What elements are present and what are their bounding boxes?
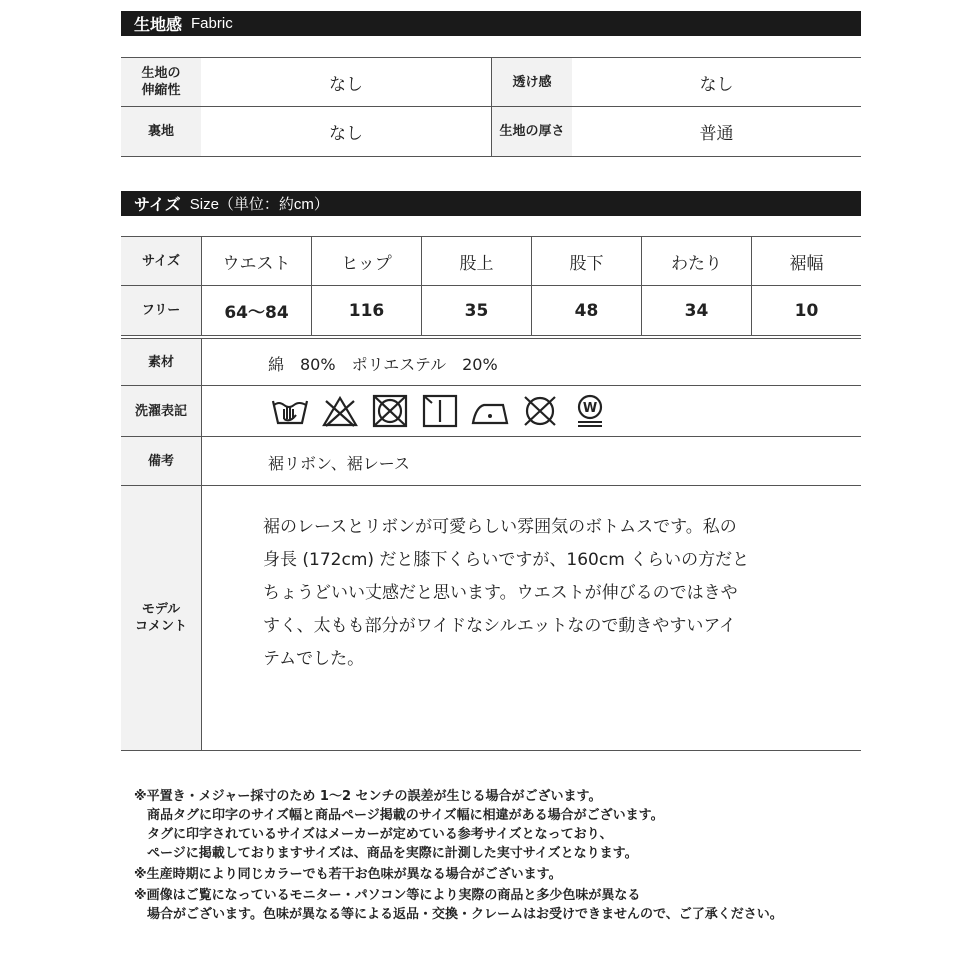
- stretch-label: 生地の 伸縮性: [121, 58, 201, 106]
- size-value-cell: 34: [684, 300, 709, 321]
- care-label: 洗濯表記: [121, 386, 201, 436]
- note-line: ※生産時期により同じカラーでも若干お色味が異なる場合がございます。: [134, 867, 562, 882]
- sheer-value: なし: [699, 74, 734, 95]
- size-header-cell: 股上: [459, 253, 494, 274]
- size-value-cell: 48: [574, 300, 599, 321]
- size-header-cell: ヒップ: [341, 253, 392, 274]
- wet-clean-icon: [570, 393, 610, 429]
- size-value-cell: 10: [794, 300, 819, 321]
- comment-line: 裾のレースとリボンが可愛らしい雰囲気のボトムスです。私の: [263, 517, 737, 537]
- remarks-label: 備考: [121, 437, 201, 485]
- material-label: 素材: [121, 339, 201, 385]
- size-section-header: [121, 191, 861, 216]
- remarks-value: 裾リボン、裾レース: [268, 454, 410, 473]
- size-title-en: Size（単位：約cm）: [189, 196, 329, 213]
- lining-label: 裏地: [121, 107, 201, 156]
- size-header-cell: わたり: [671, 253, 722, 274]
- fabric-title-jp: 生地感: [134, 15, 183, 34]
- comment-line: すく、太もも部分がワイドなシルエットなので動きやすいアイ: [263, 616, 736, 636]
- note-line: ページに掲載しておりますサイズは、商品を実際に計測した実寸サイズとなります。: [134, 846, 638, 861]
- note-line: 場合がございます。色味が異なる等による返品・交換・クレームはお受けできませんので、ご了承ください。: [134, 907, 783, 922]
- note-line: ※画像はご覧になっているモニター・パソコン等により実際の商品と多少色味が異なる: [134, 888, 641, 903]
- comment-line: テムでした。: [263, 649, 365, 669]
- model-comment-text: [263, 511, 783, 676]
- disclaimer-notes: [134, 787, 783, 924]
- svg-text:W: W: [582, 401, 598, 416]
- lining-value: なし: [329, 124, 363, 144]
- note-line: ※平置き・メジャー採寸のため 1〜2 センチの誤差が生じる場合がございます。: [134, 789, 602, 804]
- note-line: タグに印字されているサイズはメーカーが定めている参考サイズとなっており、: [134, 827, 613, 842]
- model-comment-label: モデル コメント: [121, 486, 201, 750]
- size-title-jp: サイズ: [134, 195, 181, 214]
- line-dry-icon: [420, 393, 460, 429]
- size-value-cell: 116: [348, 300, 385, 321]
- sheer-label: 透け感: [492, 58, 572, 106]
- size-row-label: フリー: [121, 286, 201, 335]
- size-header-cell: サイズ: [121, 237, 201, 285]
- thickness-label: 生地の厚さ: [492, 107, 572, 156]
- no-tumble-dry-icon: [370, 393, 410, 429]
- material-value: 綿 80% ポリエステル 20%: [268, 355, 498, 374]
- iron-low-icon: [470, 393, 510, 429]
- thickness-value: 普通: [699, 124, 734, 144]
- size-header-cell: ウエスト: [222, 253, 291, 274]
- comment-line: 身長 (172cm) だと膝下くらいですが、160cm くらいの方だと: [263, 550, 750, 570]
- comment-line: ちょうどいい丈感だと思います。ウエストが伸びるのではきや: [263, 583, 738, 603]
- size-value-cell: 35: [464, 300, 489, 321]
- no-dry-clean-icon: [520, 393, 560, 429]
- fabric-section-header: [121, 11, 861, 36]
- size-header-cell: 股下: [569, 253, 604, 274]
- note-line: 商品タグに印字のサイズ幅と商品ページ掲載のサイズ幅に相違がある場合がございます。: [134, 808, 664, 823]
- care-icons: [270, 393, 620, 429]
- hand-wash-icon: [270, 393, 310, 429]
- size-header-cell: 裾幅: [789, 253, 824, 274]
- no-bleach-icon: [320, 393, 360, 429]
- size-value-cell: 64〜84: [224, 303, 289, 323]
- stretch-value: なし: [329, 74, 363, 95]
- fabric-title-en: Fabric: [191, 15, 233, 32]
